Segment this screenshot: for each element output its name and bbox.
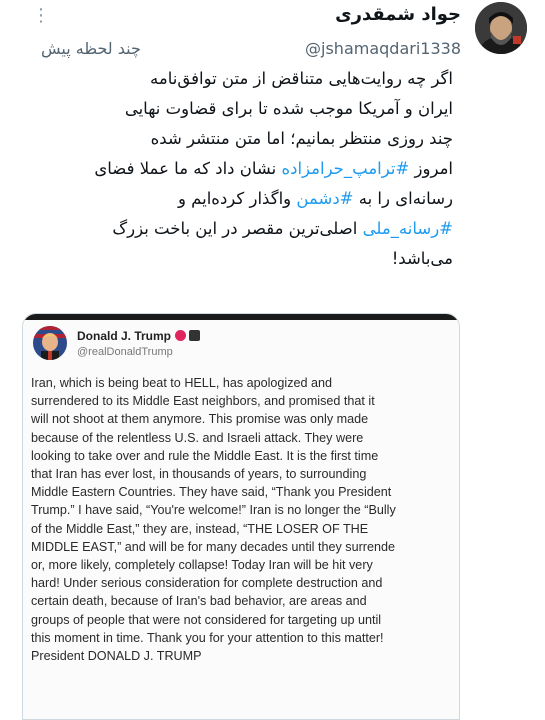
post-time[interactable]: چند لحظه پیش [41, 38, 141, 58]
tweet-line: اگر چه روایت‌هایی متناقض از متن توافق‌نامه [150, 69, 453, 88]
embedded-avatar [33, 326, 67, 360]
embedded-name-text: Donald J. Trump [77, 329, 172, 343]
embed-top-bar [23, 314, 459, 320]
verified-badge-icon [175, 330, 186, 341]
tweet-body [53, 64, 453, 274]
avatar[interactable] [475, 2, 527, 54]
tweet-text: نشان داد که ما عملا فضای [94, 159, 277, 178]
embedded-author-handle: @realDonaldTrump [77, 346, 173, 358]
tweet-text: واگذار کرده‌ایم و [177, 189, 292, 208]
tweet-text: امروز [414, 159, 453, 178]
author-handle[interactable]: @jshamaqdari1338 [305, 38, 461, 58]
hashtag-link[interactable]: #دشمن [296, 189, 354, 208]
tweet-line: چند روزی منتظر بمانیم؛ اما متن منتشر شده [150, 129, 453, 148]
embedded-post-image[interactable] [22, 313, 460, 720]
author-name[interactable]: جواد شمقدری [335, 4, 461, 25]
tweet-text: اصلی‌ترین مقصر در این باخت بزرگ [112, 219, 358, 238]
embedded-avatar-image [33, 326, 67, 360]
affiliation-icon [189, 330, 200, 341]
tweet-line: ایران و آمریکا موجب شده تا برای قضاوت نهایی [124, 99, 453, 118]
embedded-author-name [77, 329, 200, 343]
hashtag-link[interactable]: #رسانه_ملی [362, 219, 453, 238]
tweet-line [53, 184, 453, 214]
author-meta [41, 36, 461, 60]
tweet-line [53, 154, 453, 184]
avatar-image [475, 2, 527, 54]
embedded-post-text: Iran, which is being beat to HELL, has apologized and surrendered to its Middle East neighbors, and promised that it will not shoot at them anymore. This promise was only made because of the relentless U.S. and Israeli attack. They were looking to take over and rule the Middle East. It is the first time that Iran has ever lost, in thousands of years, to surrounding Middle Eastern Countries. They have said, “Thank you President Trump.” I have said, “You're welcome!” Iran is no longer the “Bully of the Middle East,” they are, instead, “THE LOSER OF THE MIDDLE EAST,” and will be for many decades until they surrende or, more likely, completely collapse! Today Iran will be hit very hard! Under serious consideration for complete destruction and certain death, because of Iran's bad behavior, are areas and groups of people that were not considered for targeting up until this moment in time. Thank you for your attention to this matter! President DONALD J. TRUMP [31, 376, 396, 664]
tweet-line [53, 214, 453, 244]
hashtag-link[interactable]: #ترامپ_حرامزاده [281, 159, 410, 178]
tweet-line: می‌باشد! [391, 249, 453, 268]
more-options-icon[interactable]: ⋮ [32, 5, 50, 26]
tweet-text: رسانه‌ای را به [358, 189, 453, 208]
